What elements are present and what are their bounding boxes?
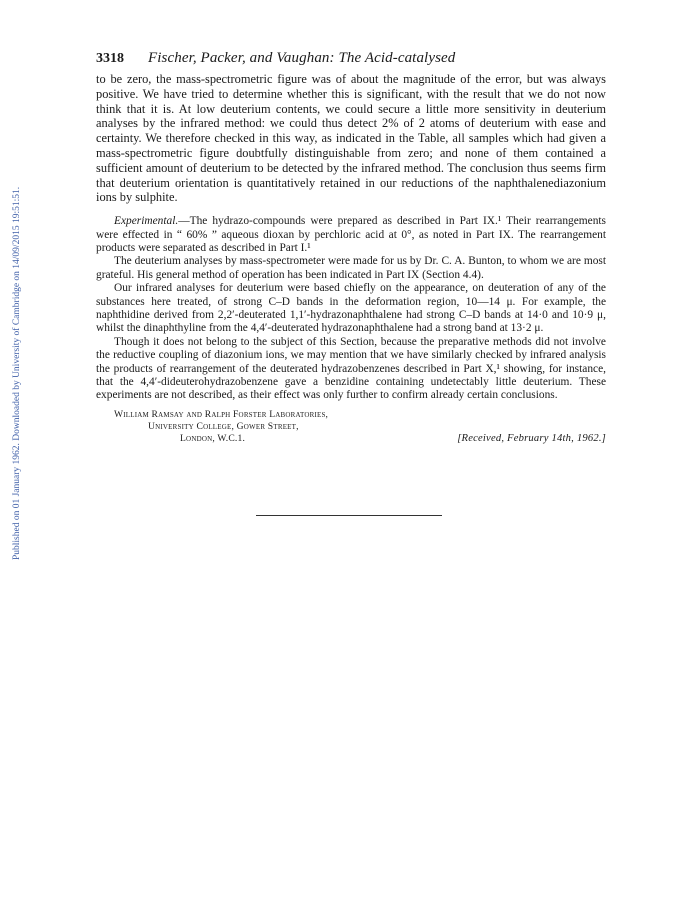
page-number: 3318: [96, 51, 124, 66]
running-header: [96, 50, 606, 68]
end-rule: [256, 515, 442, 516]
experimental-paragraph: The deuterium analyses by mass-spectrometer were made for us by Dr. C. A. Bunton, to whom we are most grateful. His general method of operation has been indicated in Part IX (Section 4.4).: [96, 255, 606, 281]
experimental-paragraph: [96, 215, 606, 255]
affiliation-line: University College, Gower Street,: [148, 420, 299, 432]
experimental-text: —The hydrazo-compounds were prepared as described in Part IX.¹ Their rearrangements were effected in “ 60% ” aqueous dioxan by perchloric acid at 0°, as noted in Part IX. The rearrangement products were separated as described in Part I.¹: [96, 215, 606, 254]
received-date: [Received, February 14th, 1962.]: [457, 432, 606, 444]
experimental-paragraph: Our infrared analyses for deuterium were based chiefly on the appearance, on deuteration of any of the substances here treated, of strong C–D bands in the deformation region, 10—14 μ. For example, the naphthidine derived from 2,2′-deuterated 1,1′-hydrazonaphthalene had strong C–D bands at 14·0 and 10·9 μ, whilst the dinaphthyline from the 4,4′-deuterated hydrazonaphthalene had a strong band at 13·2 μ.: [96, 282, 606, 335]
experimental-paragraph: Though it does not belong to the subject of this Section, because the preparative methods did not involve the reductive coupling of diazonium ions, we may mention that we have similarly checked by infrared analysis the products of rearrangement of the deuterated hydrazobenzenes described in Part X,¹ showing, for instance, that the 4,4′-dideuterohydrazobenzene gave a benzidine containing undetectably little deuterium. These experiments are not described, as their effect was only further to confirm already certain conclusions.: [96, 335, 606, 402]
experimental-section: [96, 215, 606, 403]
download-notice: [2, 130, 22, 560]
affiliation-line: London, W.C.1.: [180, 432, 246, 444]
affiliation-block: [96, 409, 606, 449]
experimental-heading: Experimental.: [114, 215, 179, 228]
download-notice-text: Published on 01 January 1962. Downloaded by University of Cambridge on 14/09/2015 19:51:51.: [12, 186, 22, 560]
page: [96, 50, 606, 449]
body-paragraph: to be zero, the mass-spectrometric figure was of about the magnitude of the error, but was always positive. We have tried to determine whether this is significant, with the result that we do not now think that it is. At low deuterium contents, we could secure a little more sensitivity in deuterium analyses by the infrared method: we could thus detect 2% of 2 atoms of deuterium with ease and certainty. We therefore checked in this way, as indicated in the Table, all samples which had given a mass-spectrometric figure doubtfully distinguishable from zero; and none of them contained a sufficient amount of deuterium to be detected by the infrared method. The conclusion thus seems firm that deuterium orientation is quantitatively retained in our reductions of the naphthalenediazonium ions by sulphite.: [96, 72, 606, 205]
affiliation-line: William Ramsay and Ralph Forster Laboratories,: [114, 408, 329, 420]
running-title: Fischer, Packer, and Vaughan: The Acid-catalysed: [148, 50, 456, 66]
article-body: [96, 72, 606, 449]
